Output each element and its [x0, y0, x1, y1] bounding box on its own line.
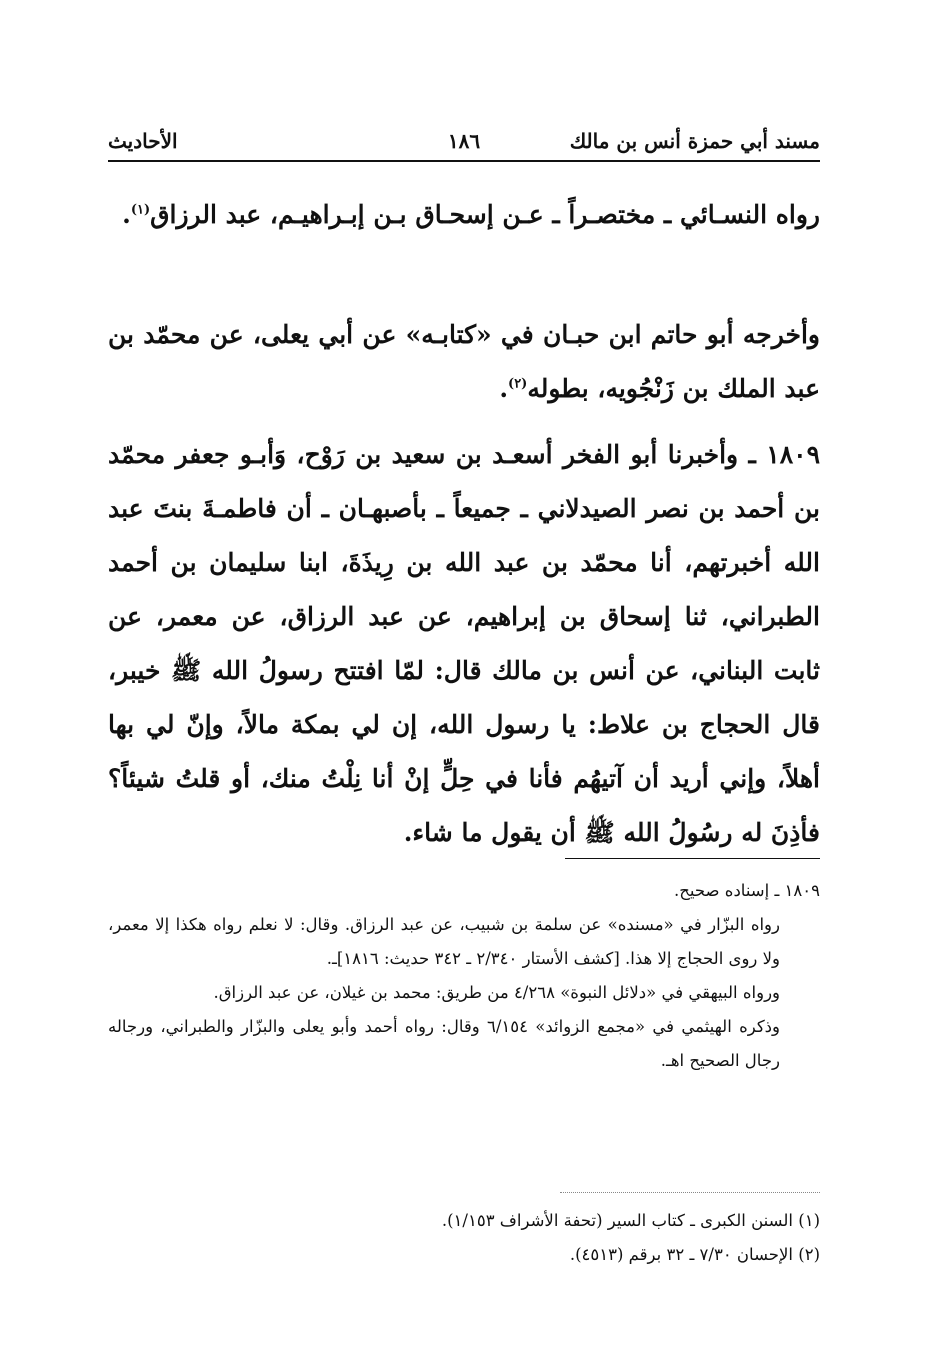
paragraph-nasai — [108, 188, 820, 242]
paragraph-ibn-hibban — [108, 308, 820, 416]
footnote-ref: (٢) — [508, 376, 528, 392]
footnote-ref: (١) — [130, 202, 151, 218]
note-haythami: وذكره الهيثمي في «مجمع الزوائد» ٦/١٥٤ وقال: رواه أحمد وأبو يعلى والبزّار والطبراني، ورجاله رجال الصحيح اهـ. — [108, 1017, 780, 1070]
footnote-1: (١) السنن الكبرى ـ كتاب السير (تحفة الأشراف ١/١٥٣). — [441, 1211, 820, 1230]
section-title: الأحاديث — [108, 129, 178, 153]
note-bazzar: رواه البزّار في «مسنده» عن سلمة بن شبيب، عن عبد الرزاق. وقال: لا نعلم رواه هكذا إلا معمر، ولا روى الحجاج إلا هذا. [كشف الأستار ٢/٣٤٠ ـ ٣٤٢ حديث: ١٨١٦]ـ. — [108, 915, 780, 968]
paragraph-text: رواه النسـائي ـ مختصـراً ـ عـن إسحـاق بـن إبـراهيـم، عبد الرزاق — [150, 200, 820, 229]
paragraph-end: . — [499, 374, 509, 403]
notes-separator — [565, 858, 820, 859]
footnotes-separator — [560, 1192, 820, 1193]
hadith-text: ١٨٠٩ ـ وأخبرنا أبو الفخر أسعـد بن سعيد بن رَوْح، وَأبـو جعفر محمّد بن أحمد بن نصر الصيدلاني ـ جميعاً ـ بأصبهـان ـ أن فاطمـةَ بنتَ عبد الله أخبرتهم، أنا محمّد بن عبد الله بن رِيذَةَ، ابنا سليمان بن أحمد الطبراني، ثنا إسحاق بن إبراهيم، عن عبد الرزاق، عن معمر، عن ثابت البناني، عن أنس بن مالك قال: لمّا افتتح رسولُ الله ﷺ خيبر، قال الحجاج بن علاط: يا رسول الله، إن لي بمكة مالاً، وإنّ لي بها أهلاً، وإني أريد أن آتيهُم فأنا في حِلٍّ إنْ أنا نِلْتُ منك، أو قلتُ شيئاً؟ فأذِنَ له رسُولُ الله ﷺ أن يقول ما شاء. — [108, 440, 820, 847]
page-number: ١٨٦ — [447, 129, 481, 153]
header-rule — [108, 160, 820, 162]
note-bayhaqi: ورواه البيهقي في «دلائل النبوة» ٤/٢٦٨ من طريق: محمد بن غيلان، عن عبد الرزاق. — [213, 983, 780, 1002]
takhrij-notes — [108, 874, 820, 1078]
book-title: مسند أبي حمزة أنس بن مالك — [569, 129, 820, 153]
footnote-2: (٢) الإحسان ٧/٣٠ ـ ٣٢ برقم (٤٥١٣). — [569, 1245, 820, 1264]
hadith-1809 — [108, 428, 820, 860]
footnotes — [108, 1204, 820, 1272]
running-header — [108, 125, 820, 159]
paragraph-text: وأخرجه أبو حاتم ابن حبـان في «كتابـه» عن أبي يعلى، عن محمّد بن عبد الملك بن زَنْجُويه، بطوله — [108, 320, 820, 403]
isnad-note: ١٨٠٩ ـ إسناده صحيح. — [674, 881, 820, 900]
paragraph-end: . — [122, 200, 131, 229]
